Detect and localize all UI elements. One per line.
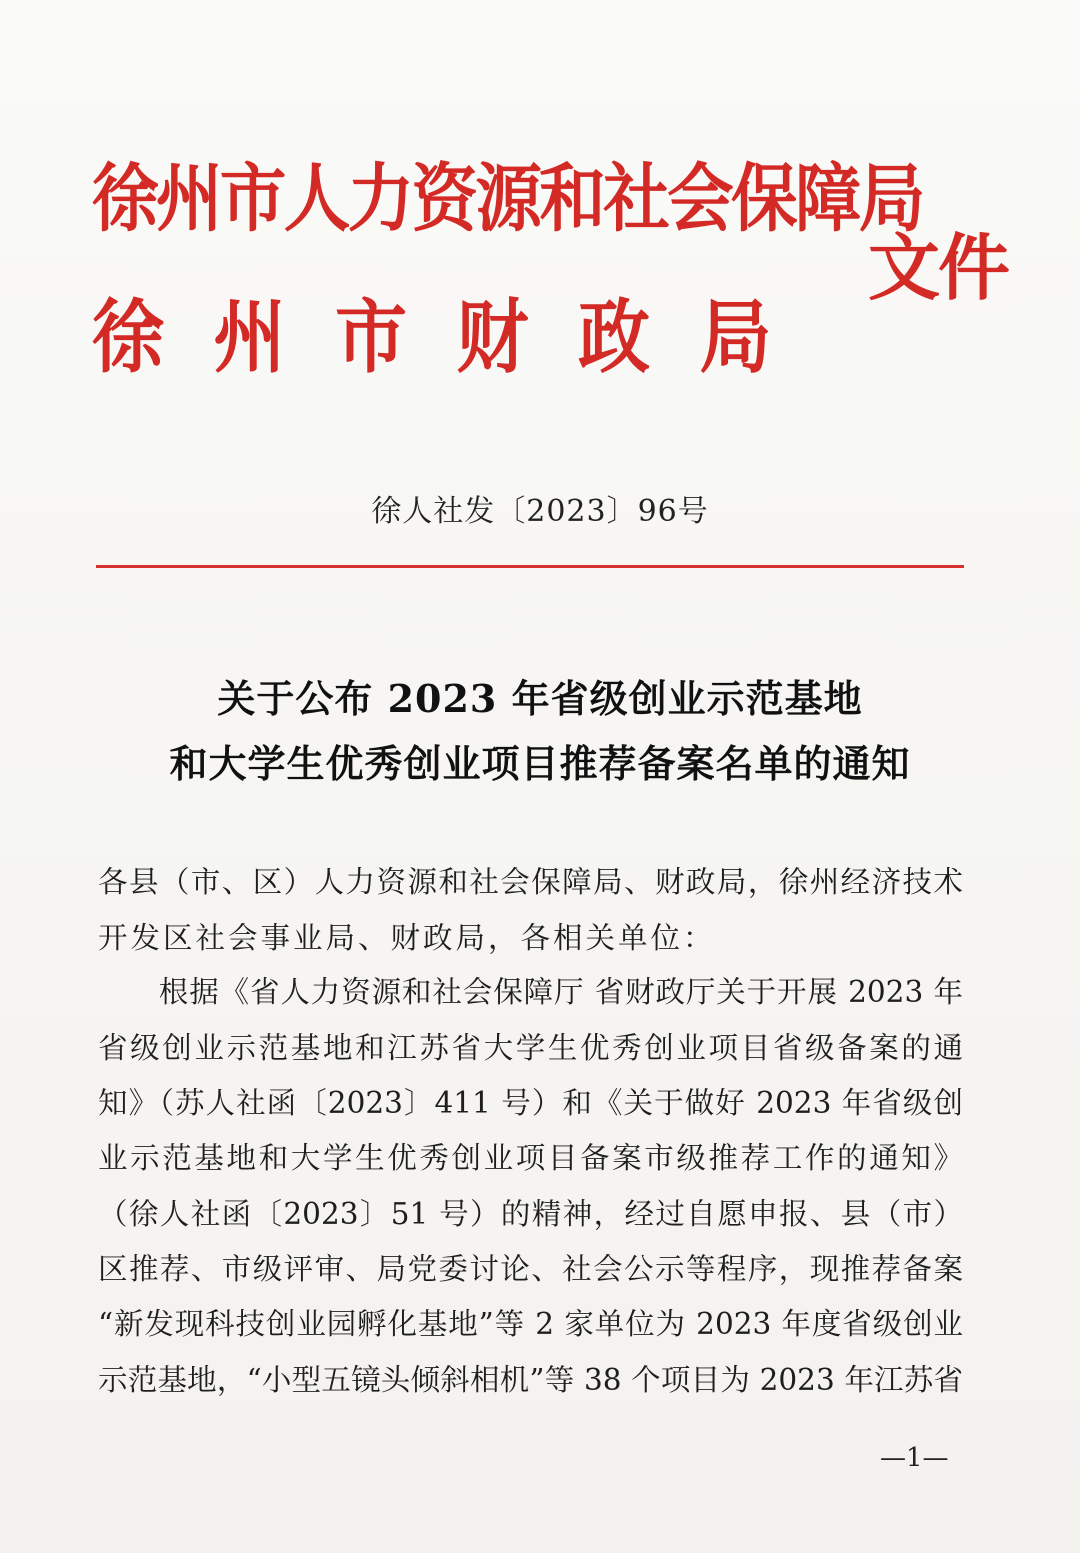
body-line: 区推荐、市级评审、局党委讨论、社会公示等程序，现推荐备案	[98, 1252, 963, 1286]
body-line: “新发现科技创业园孵化基地”等 2 家单位为 2023 年度省级创业	[98, 1307, 963, 1341]
body-line: 知》（苏人社函〔2023〕411 号）和《关于做好 2023 年省级创	[98, 1086, 963, 1120]
notice-title-line-2: 和大学生优秀创业项目推荐备案名单的通知	[169, 741, 911, 786]
issuer-line-hrss: 徐州市人力资源和社会保障局	[92, 156, 923, 242]
body-line: 省级创业示范基地和江苏省大学生优秀创业项目省级备案的通	[98, 1031, 963, 1065]
red-divider	[96, 565, 964, 568]
body-line: 各县（市、区）人力资源和社会保障局、财政局，徐州经济技术	[98, 865, 963, 899]
notice-title-line-1: 关于公布 2023 年省级创业示范基地	[217, 676, 863, 721]
body-line: 示范基地，“小型五镜头倾斜相机”等 38 个项目为 2023 年江苏省	[98, 1363, 963, 1397]
body-line: 开发区社会事业局、财政局，各相关单位：	[98, 921, 716, 955]
body-line: （徐人社函〔2023〕51 号）的精神，经过自愿申报、县（市）	[98, 1197, 963, 1231]
page-number: —1—	[880, 1443, 949, 1473]
body-line: 根据《省人力资源和社会保障厅 省财政厅关于开展 2023 年	[98, 975, 963, 1009]
issuer-line-finance: 徐州市财政局	[92, 290, 821, 384]
body-line: 业示范基地和大学生优秀创业项目备案市级推荐工作的通知》	[98, 1141, 963, 1175]
document-type-label: 文件	[868, 225, 1009, 310]
document-number: 徐人社发〔2023〕96号	[371, 494, 709, 529]
